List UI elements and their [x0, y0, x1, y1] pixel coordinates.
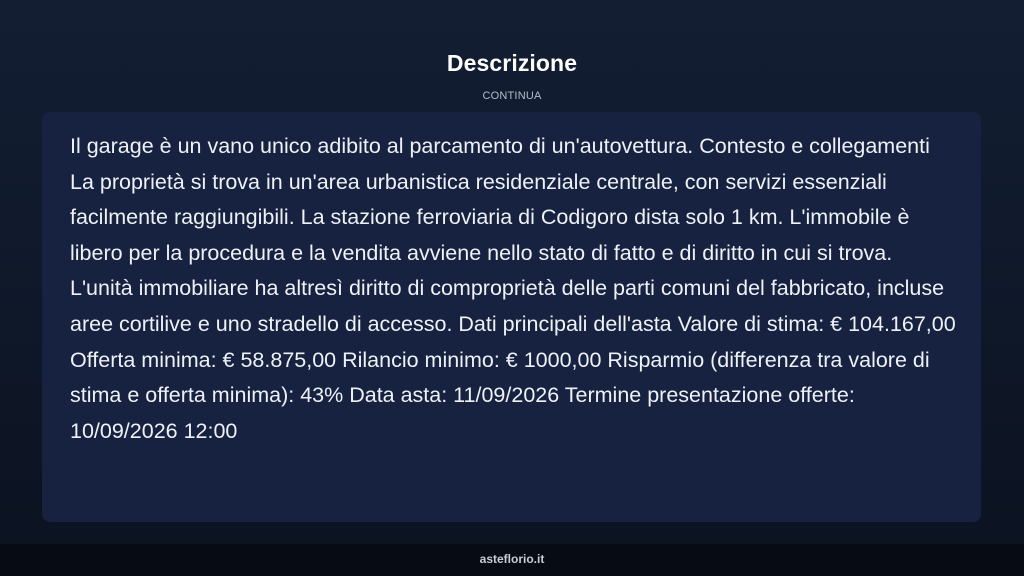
continue-label: CONTINUA: [482, 90, 542, 102]
description-card: [42, 112, 981, 522]
page-title: Descrizione: [446, 50, 578, 76]
site-name: asteflorio.it: [479, 552, 545, 566]
footer-bar: [0, 544, 1024, 576]
description-text: Il garage è un vano unico adibito al parcamento di un'autovettura. Contesto e collegamenti La proprietà si trova in un'area urbanistica residenziale centrale, con servizi essenziali facilmente raggiungibili. La stazione ferroviaria di Codigoro dista solo 1 km. L'immobile è libero per la procedura e la vendita avviene nello stato di fatto e di diritto in cui si trova. L'unità immobiliare ha altresì diritto di comproprietà delle parti comuni del fabbricato, incluse aree cortilive e uno stradello di accesso. Dati principali dell'asta Valore di stima: € 104.167,00 Offerta minima: € 58.875,00 Rilancio minimo: € 1000,00 Risparmio (differenza tra valore di stima e offerta minima): 43% Data asta: 11/09/2026 Termine presentazione offerte: 10/09/2026 12:00: [70, 134, 956, 443]
